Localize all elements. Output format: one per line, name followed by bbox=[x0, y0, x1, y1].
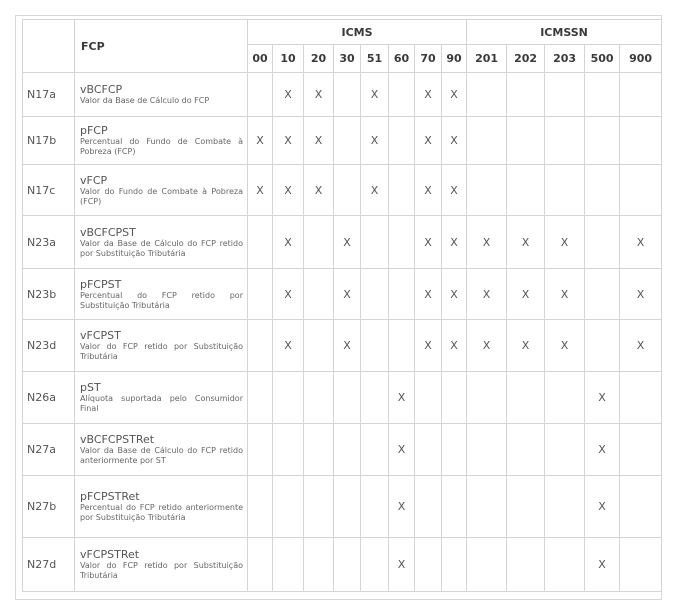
applicability-cell bbox=[442, 424, 467, 476]
fcp-icms-table bbox=[22, 19, 662, 592]
applicability-cell bbox=[273, 476, 304, 538]
applicability-cell: X bbox=[585, 372, 620, 424]
applicability-cell bbox=[620, 165, 662, 216]
applicability-cell: X bbox=[389, 372, 415, 424]
applicability-cell bbox=[248, 216, 273, 269]
applicability-cell: X bbox=[415, 269, 442, 320]
applicability-cell bbox=[304, 269, 334, 320]
applicability-cell bbox=[361, 269, 389, 320]
row-code: N17c bbox=[23, 165, 75, 216]
applicability-cell bbox=[334, 73, 361, 117]
field-cell bbox=[75, 117, 248, 165]
table-row bbox=[23, 269, 662, 320]
applicability-cell: X bbox=[507, 269, 545, 320]
applicability-cell bbox=[585, 269, 620, 320]
applicability-cell: X bbox=[361, 165, 389, 216]
field-name: vBCFCP bbox=[80, 83, 123, 96]
icmssn-header: ICMSSN bbox=[467, 20, 662, 45]
applicability-cell bbox=[361, 424, 389, 476]
applicability-cell bbox=[334, 117, 361, 165]
field-cell bbox=[75, 165, 248, 216]
field-description: Valor do FCP retido por Substituição Tributária bbox=[80, 342, 243, 361]
applicability-cell bbox=[545, 73, 585, 117]
column-header: 10 bbox=[273, 45, 304, 73]
row-code: N27a bbox=[23, 424, 75, 476]
applicability-cell bbox=[507, 424, 545, 476]
applicability-cell: X bbox=[389, 424, 415, 476]
applicability-cell bbox=[545, 117, 585, 165]
applicability-cell: X bbox=[545, 269, 585, 320]
applicability-cell: X bbox=[334, 216, 361, 269]
field-name: pST bbox=[80, 381, 101, 394]
applicability-cell bbox=[545, 165, 585, 216]
applicability-cell bbox=[304, 216, 334, 269]
applicability-cell bbox=[585, 73, 620, 117]
applicability-cell bbox=[507, 476, 545, 538]
applicability-cell: X bbox=[361, 73, 389, 117]
applicability-cell bbox=[304, 372, 334, 424]
applicability-cell bbox=[620, 117, 662, 165]
applicability-cell bbox=[620, 476, 662, 538]
applicability-cell: X bbox=[442, 269, 467, 320]
applicability-cell bbox=[361, 476, 389, 538]
field-description: Valor da Base de Cálculo do FCP retido anteriormente por ST bbox=[80, 446, 243, 465]
applicability-cell bbox=[507, 165, 545, 216]
applicability-cell: X bbox=[415, 320, 442, 372]
applicability-cell bbox=[304, 320, 334, 372]
table-row bbox=[23, 117, 662, 165]
applicability-cell: X bbox=[442, 117, 467, 165]
applicability-cell bbox=[467, 538, 507, 592]
field-description: Valor do Fundo de Combate à Pobreza (FCP) bbox=[80, 186, 243, 206]
column-header: 201 bbox=[467, 45, 507, 73]
applicability-cell bbox=[389, 117, 415, 165]
applicability-cell bbox=[334, 372, 361, 424]
applicability-cell bbox=[273, 424, 304, 476]
fcp-header: FCP bbox=[75, 20, 248, 73]
applicability-cell bbox=[334, 165, 361, 216]
column-header: 20 bbox=[304, 45, 334, 73]
field-name: vFCPSTRet bbox=[80, 548, 140, 561]
applicability-cell: X bbox=[273, 320, 304, 372]
column-header: 900 bbox=[620, 45, 662, 73]
applicability-cell: X bbox=[545, 320, 585, 372]
applicability-cell: X bbox=[507, 216, 545, 269]
applicability-cell: X bbox=[415, 216, 442, 269]
table-row bbox=[23, 538, 662, 592]
applicability-cell bbox=[415, 476, 442, 538]
column-header: 203 bbox=[545, 45, 585, 73]
applicability-cell bbox=[545, 372, 585, 424]
applicability-cell bbox=[334, 424, 361, 476]
applicability-cell bbox=[467, 117, 507, 165]
icms-header: ICMS bbox=[248, 20, 467, 45]
code-header bbox=[23, 20, 75, 73]
applicability-cell bbox=[467, 372, 507, 424]
applicability-cell bbox=[248, 320, 273, 372]
applicability-cell: X bbox=[415, 73, 442, 117]
applicability-cell bbox=[389, 269, 415, 320]
applicability-cell bbox=[248, 372, 273, 424]
applicability-cell bbox=[304, 424, 334, 476]
applicability-cell: X bbox=[389, 476, 415, 538]
row-code: N27d bbox=[23, 538, 75, 592]
column-header: 60 bbox=[389, 45, 415, 73]
applicability-cell bbox=[545, 538, 585, 592]
column-header: 90 bbox=[442, 45, 467, 73]
applicability-cell bbox=[389, 73, 415, 117]
applicability-cell bbox=[507, 73, 545, 117]
applicability-cell bbox=[361, 372, 389, 424]
applicability-cell bbox=[248, 73, 273, 117]
applicability-cell bbox=[334, 476, 361, 538]
applicability-cell bbox=[389, 216, 415, 269]
applicability-cell bbox=[585, 216, 620, 269]
applicability-cell: X bbox=[304, 73, 334, 117]
applicability-cell: X bbox=[273, 269, 304, 320]
applicability-cell: X bbox=[442, 165, 467, 216]
applicability-cell bbox=[304, 476, 334, 538]
column-header: 00 bbox=[248, 45, 273, 73]
table-row bbox=[23, 424, 662, 476]
table-row bbox=[23, 372, 662, 424]
applicability-cell bbox=[442, 476, 467, 538]
applicability-cell bbox=[467, 73, 507, 117]
applicability-cell bbox=[467, 476, 507, 538]
applicability-cell bbox=[620, 424, 662, 476]
applicability-cell bbox=[585, 117, 620, 165]
field-name: pFCPSTRet bbox=[80, 490, 140, 503]
applicability-cell: X bbox=[248, 165, 273, 216]
table-row bbox=[23, 165, 662, 216]
applicability-cell: X bbox=[304, 117, 334, 165]
applicability-cell bbox=[248, 538, 273, 592]
applicability-cell: X bbox=[248, 117, 273, 165]
applicability-cell: X bbox=[334, 269, 361, 320]
applicability-cell: X bbox=[334, 320, 361, 372]
row-code: N23a bbox=[23, 216, 75, 269]
field-description: Percentual do FCP retido por Substituição Tributária bbox=[80, 290, 243, 310]
field-cell bbox=[75, 216, 248, 269]
column-header: 30 bbox=[334, 45, 361, 73]
applicability-cell bbox=[620, 538, 662, 592]
field-cell bbox=[75, 269, 248, 320]
applicability-cell: X bbox=[442, 73, 467, 117]
field-name: pFCPST bbox=[80, 277, 122, 291]
applicability-cell bbox=[334, 538, 361, 592]
applicability-cell bbox=[361, 216, 389, 269]
column-header: 70 bbox=[415, 45, 442, 73]
applicability-cell: X bbox=[620, 269, 662, 320]
row-code: N23d bbox=[23, 320, 75, 372]
applicability-cell bbox=[467, 165, 507, 216]
applicability-cell bbox=[415, 538, 442, 592]
table-row bbox=[23, 216, 662, 269]
applicability-cell bbox=[361, 538, 389, 592]
table-row bbox=[23, 320, 662, 372]
applicability-cell: X bbox=[415, 117, 442, 165]
applicability-cell bbox=[248, 269, 273, 320]
applicability-cell bbox=[415, 424, 442, 476]
applicability-cell bbox=[415, 372, 442, 424]
applicability-cell bbox=[545, 476, 585, 538]
applicability-cell: X bbox=[442, 320, 467, 372]
applicability-cell bbox=[273, 372, 304, 424]
row-code: N17b bbox=[23, 117, 75, 165]
field-description: Valor do FCP retido por Substituição Tributária bbox=[80, 561, 243, 580]
field-name: vBCFCPSTRet bbox=[80, 433, 155, 446]
applicability-cell: X bbox=[585, 538, 620, 592]
applicability-cell: X bbox=[467, 269, 507, 320]
applicability-cell: X bbox=[442, 216, 467, 269]
applicability-cell: X bbox=[620, 320, 662, 372]
field-description: Valor da Base de Cálculo do FCP bbox=[80, 96, 210, 105]
applicability-cell bbox=[273, 538, 304, 592]
field-cell bbox=[75, 538, 248, 592]
row-code: N23b bbox=[23, 269, 75, 320]
applicability-cell bbox=[545, 424, 585, 476]
row-code: N26a bbox=[23, 372, 75, 424]
applicability-cell bbox=[442, 538, 467, 592]
applicability-cell bbox=[467, 424, 507, 476]
field-description: Percentual do FCP retido anteriormente por Substituição Tributária bbox=[80, 503, 243, 522]
column-header: 202 bbox=[507, 45, 545, 73]
field-cell bbox=[75, 476, 248, 538]
applicability-cell bbox=[361, 320, 389, 372]
table-row bbox=[23, 73, 662, 117]
field-name: pFCP bbox=[80, 124, 108, 137]
applicability-cell: X bbox=[467, 216, 507, 269]
row-code: N17a bbox=[23, 73, 75, 117]
applicability-cell bbox=[507, 117, 545, 165]
table-row bbox=[23, 476, 662, 538]
applicability-cell: X bbox=[273, 216, 304, 269]
applicability-cell bbox=[248, 424, 273, 476]
column-header: 51 bbox=[361, 45, 389, 73]
applicability-cell: X bbox=[585, 476, 620, 538]
applicability-cell: X bbox=[304, 165, 334, 216]
applicability-cell bbox=[248, 476, 273, 538]
applicability-cell: X bbox=[273, 73, 304, 117]
applicability-cell: X bbox=[545, 216, 585, 269]
applicability-cell: X bbox=[273, 165, 304, 216]
applicability-cell bbox=[585, 320, 620, 372]
applicability-cell: X bbox=[467, 320, 507, 372]
applicability-cell: X bbox=[620, 216, 662, 269]
applicability-cell: X bbox=[361, 117, 389, 165]
applicability-cell: X bbox=[507, 320, 545, 372]
field-name: vFCPST bbox=[80, 329, 121, 342]
field-cell bbox=[75, 372, 248, 424]
applicability-cell bbox=[507, 538, 545, 592]
field-cell bbox=[75, 320, 248, 372]
applicability-cell bbox=[304, 538, 334, 592]
field-cell bbox=[75, 424, 248, 476]
field-name: vFCP bbox=[80, 173, 108, 187]
applicability-cell bbox=[389, 320, 415, 372]
applicability-cell: X bbox=[585, 424, 620, 476]
column-header: 500 bbox=[585, 45, 620, 73]
applicability-cell bbox=[507, 372, 545, 424]
applicability-cell: X bbox=[273, 117, 304, 165]
applicability-cell bbox=[620, 73, 662, 117]
field-description: Percentual do Fundo de Combate à Pobreza (FCP) bbox=[80, 137, 243, 156]
applicability-cell bbox=[442, 372, 467, 424]
field-name: vBCFCPST bbox=[80, 225, 136, 239]
applicability-cell: X bbox=[415, 165, 442, 216]
applicability-cell: X bbox=[389, 538, 415, 592]
row-code: N27b bbox=[23, 476, 75, 538]
field-description: Valor da Base de Cálculo do FCP retido por Substituição Tributária bbox=[80, 238, 243, 258]
applicability-cell bbox=[389, 165, 415, 216]
field-cell bbox=[75, 73, 248, 117]
applicability-cell bbox=[585, 165, 620, 216]
field-description: Alíquota suportada pelo Consumidor Final bbox=[80, 394, 243, 413]
applicability-cell bbox=[620, 372, 662, 424]
